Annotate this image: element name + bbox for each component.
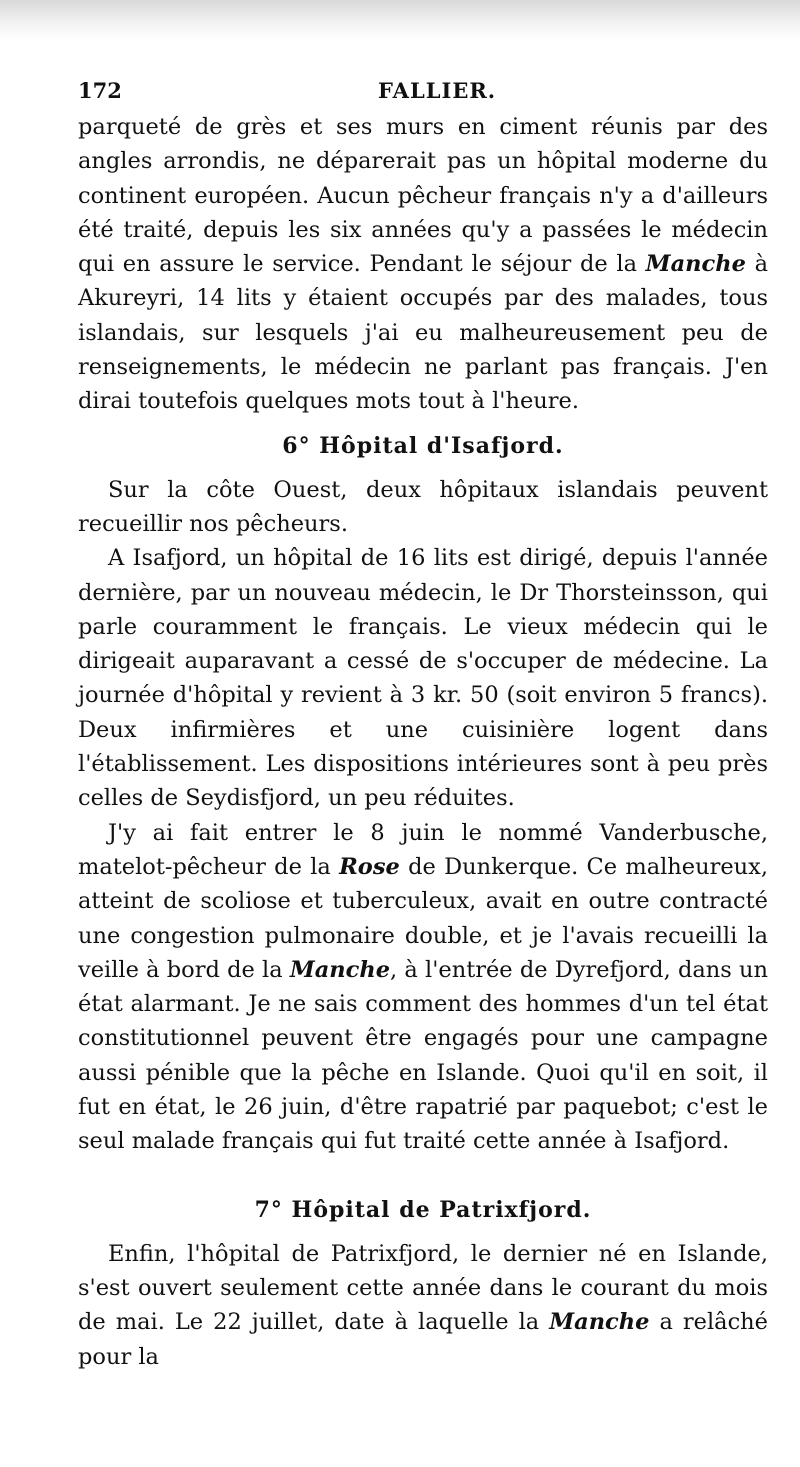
running-head: FALLIER.	[378, 78, 497, 103]
paragraph-vanderbusche: J'y ai fait entrer le 8 juin le nommé Vanderbusche, matelot-pêcheur de la Rose de Dunkerque. Ce malheureux, atteint de scoliose et tuberculeux, avait en outre contracté une congestion pulmonaire double, et je l'avais recueilli la veille à bord de la Manche, à l'entrée de Dyrefjord, dans un état alarmant. Je ne sais comment des hommes d'un tel état constitutionnel peuvent être engagés pour une campagne aussi pénible que la pêche en Islande. Quoi qu'il en soit, il fut en état, le 26 juin, d'être rapatrié par paquebot; c'est le seul malade français qui fut traité cette année à Isafjord.	[78, 819, 769, 1155]
section-heading-patrixfjord: 7° Hôpital de Patrixfjord.	[254, 1196, 592, 1223]
paragraph-cote-ouest: Sur la côte Ouest, deux hôpitaux islandais peuvent recueillir nos pêcheurs.	[78, 476, 768, 537]
paragraph-patrixfjord: Enfin, l'hôpital de Patrixfjord, le dernier né en Islande, s'est ouvert seulement cette année dans le courant du mois de mai. Le 22 juillet, date à laquelle la Manche a relâché pour la	[78, 1240, 768, 1370]
ship-name: Manche	[549, 1309, 650, 1336]
page-number: 172	[78, 78, 122, 103]
ship-name: Manche	[645, 251, 746, 278]
paragraph-akureyri: parqueté de grès et ses murs en ciment réunis par des angles arrondis, ne déparerait pas un hôpital moderne du continent européen. Aucun pêcheur français n'y a d'ailleurs été traité, depuis les six années qu'y a passées le médecin qui en assure le service. Pendant le séjour de la Manche à Akureyri, 14 lits y étaient occupés par des malades, tous islandais, sur lesquels j'ai eu malheureusement peu de renseignements, le médecin ne parlant pas français. J'en dirai toutefois quelques mots tout à l'heure.	[78, 114, 768, 415]
page-header	[78, 70, 768, 110]
paragraph-isafjord-hopital: A Isafjord, un hôpital de 16 lits est dirigé, depuis l'année dernière, par un nouveau médecin, le Dr Thorsteinsson, qui parle couramment le français. Le vieux médecin qui le dirigeait auparavant a cessé de s'occuper de médecine. La journée d'hôpital y revient à 3 kr. 50 (soit environ 5 francs). Deux infirmières et une cuisinière logent dans l'établissement. Les dispositions intérieures sont à peu près celles de Seydisfjord, un peu réduites.	[78, 545, 768, 812]
section-heading-isafjord: 6° Hôpital d'Isafjord.	[282, 432, 564, 459]
ship-name: Manche	[289, 956, 391, 983]
scan-shadow	[0, 0, 800, 40]
page	[78, 70, 768, 1374]
ship-name: Rose	[339, 853, 400, 880]
